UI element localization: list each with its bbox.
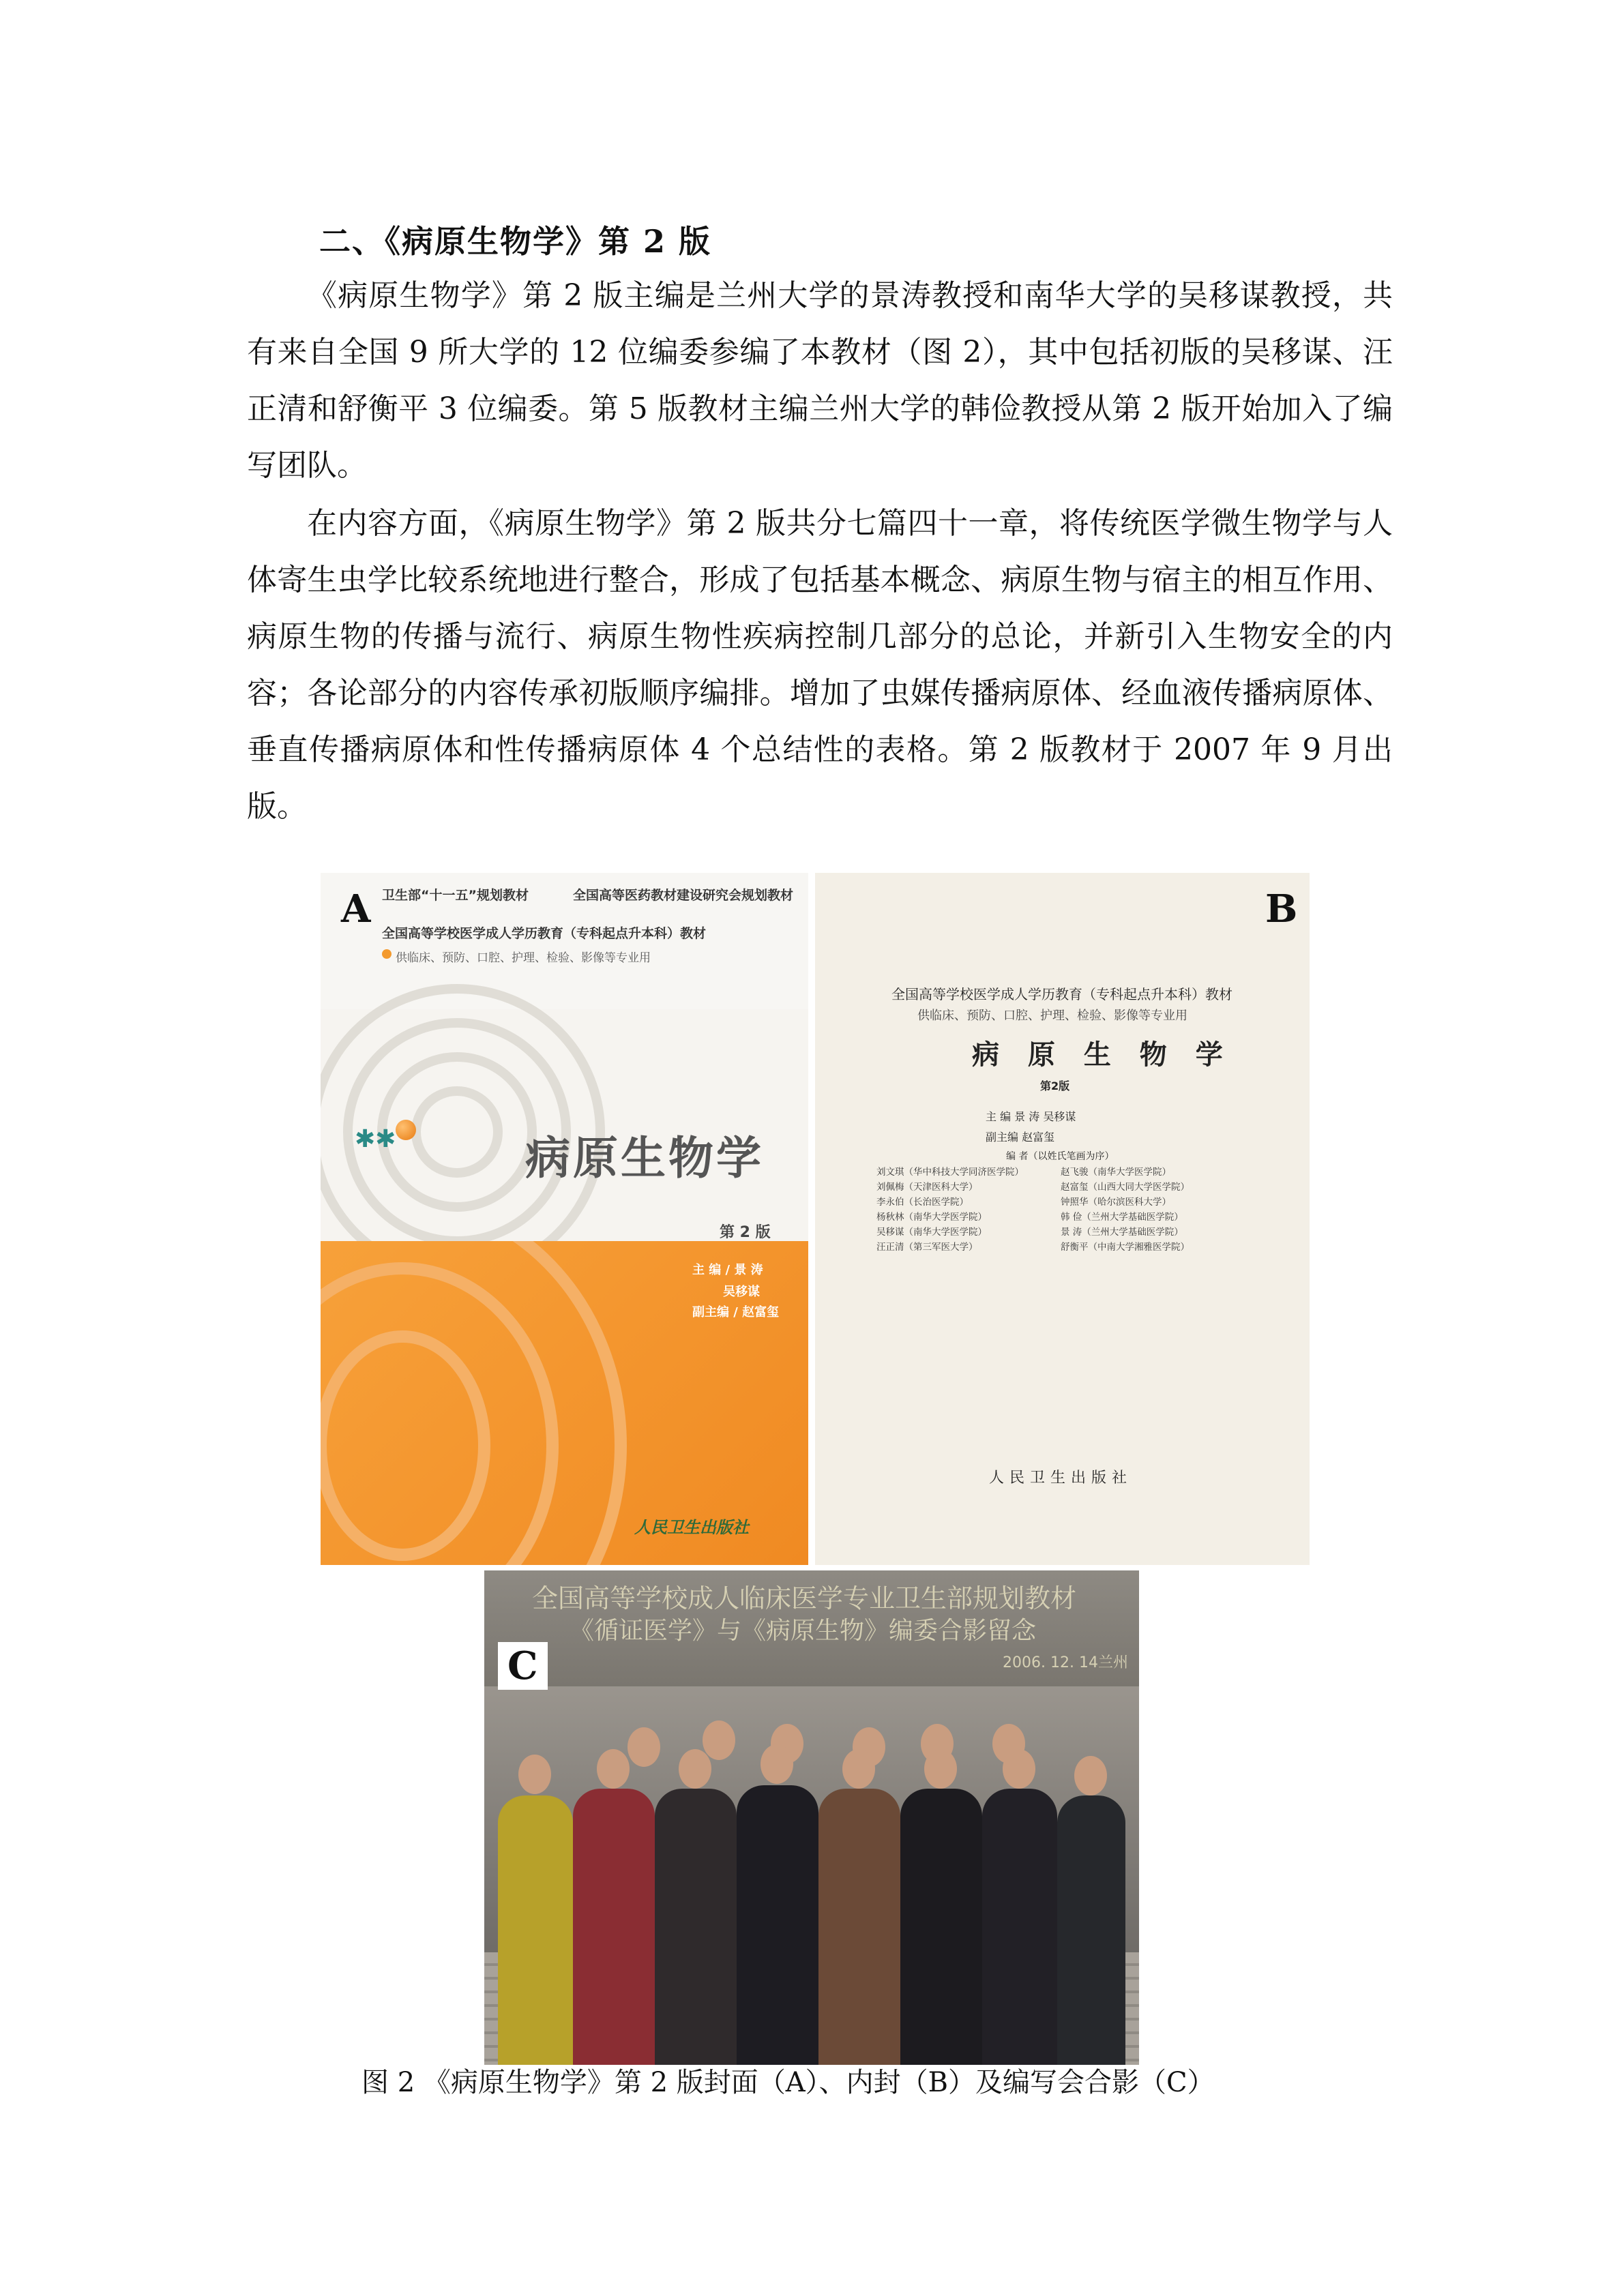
orange-ball-icon	[396, 1120, 416, 1140]
title-page-chief-editors: 主 编 景 涛 吴移谋	[986, 1110, 1076, 1123]
editors-list-left	[876, 1165, 1024, 1255]
banner-line-2: 《循证医学》与《病原生物》编委合影留念	[570, 1617, 1037, 1645]
person-body	[655, 1789, 737, 2065]
list-item: 赵富玺（山西大同大学医学院）	[1061, 1182, 1190, 1193]
person-head	[842, 1749, 875, 1789]
banner-date: 2006. 12. 14兰州	[1003, 1654, 1128, 1671]
title-page-vice-editor: 副主编 赵富玺	[986, 1131, 1055, 1144]
title-page-image	[815, 873, 1310, 1565]
cover-vice-editor: 副主编 / 赵富玺	[692, 1305, 780, 1320]
title-page-editors-label: 编 者（以姓氏笔画为序）	[1006, 1151, 1114, 1162]
book-cover-image	[321, 873, 808, 1565]
title-page-uses: 供临床、预防、口腔、护理、检验、影像等专业用	[917, 1009, 1187, 1023]
section-heading: 二、《病原生物学》第 2 版	[319, 223, 712, 260]
list-item: 舒衡平（中南大学湘雅医学院）	[1061, 1242, 1190, 1253]
person-body	[900, 1789, 982, 2065]
person-head	[518, 1755, 551, 1794]
panel-letter-a: A	[341, 886, 371, 931]
paragraph-editors: 《病原生物学》第 2 版主编是兰州大学的景涛教授和南华大学的吴移谋教授，共有来自全国 9 所大学的 12 位编委参编了本教材（图 2），其中包括初版的吴移谋、汪正清和舒衡平 3 位编委。第 5 版教材主编兰州大学的韩俭教授从第 2 版开始加入了编写团队。	[247, 278, 1393, 483]
cover-publisher-logo: 人民卫生出版社	[634, 1517, 749, 1537]
person-body	[573, 1789, 655, 2065]
banner-line-1: 全国高等学校成人临床医学专业卫生部规划教材	[532, 1583, 1077, 1613]
list-item: 吴移谋（南华大学医学院）	[876, 1227, 987, 1238]
list-item: 李永伯（长治医学院）	[876, 1197, 969, 1208]
person-head	[628, 1727, 660, 1767]
person-head	[761, 1744, 793, 1784]
person-head	[703, 1720, 735, 1760]
title-page-series: 全国高等学校医学成人学历教育（专科起点升本科）教材	[891, 986, 1232, 1002]
person-body	[818, 1789, 900, 2065]
paragraph-content: 在内容方面，《病原生物学》第 2 版共分七篇四十一章，将传统医学微生物学与人体寄生虫学比较系统地进行整合，形成了包括基本概念、病原生物与宿主的相互作用、病原生物的传播与流行、病原生物性疾病控制几部分的总论，并新引入生物安全的内容；各论部分的内容传承初版顺序编排。增加了虫媒传播病原体、经血液传播病原体、垂直传播病原体和性传播病原体 4 个总结性的表格。第 2 版教材于 2007 年 9 月出版。	[247, 506, 1393, 824]
person-head	[1003, 1749, 1035, 1789]
panel-letter-b: B	[1265, 886, 1298, 931]
star-icon: ✱✱	[355, 1125, 396, 1153]
person-head	[924, 1749, 957, 1789]
cover-chief-editor-2: 吴移谋	[723, 1285, 760, 1299]
panel-letter-c: C	[498, 1642, 548, 1690]
person-body	[498, 1795, 573, 2065]
list-item: 杨秋林（南华大学医学院）	[876, 1212, 987, 1223]
cover-title: 病原生物学	[525, 1132, 764, 1184]
cover-series: 全国高等学校医学成人学历教育（专科起点升本科）教材	[382, 926, 707, 941]
list-item: 汪正清（第三军医大学）	[876, 1242, 978, 1253]
group-photo-image	[484, 1570, 1139, 2065]
cover-tag-ministry: 卫生部“十一五”规划教材	[382, 888, 529, 903]
person-head	[597, 1749, 630, 1789]
title-page-edition: 第2版	[1040, 1079, 1070, 1092]
cover-tag-committee: 全国高等医药教材建设研究会规划教材	[573, 888, 794, 903]
list-item: 钟照华（哈尔滨医科大学）	[1061, 1197, 1171, 1208]
person-body	[982, 1789, 1057, 2065]
person-head	[1074, 1756, 1107, 1795]
list-item: 刘佩梅（天津医科大学）	[876, 1182, 978, 1193]
cover-chief-editor-1: 主 编 / 景 涛	[692, 1263, 763, 1277]
list-item: 刘文琪（华中科技大学同济医学院）	[876, 1167, 1024, 1178]
cover-edition: 第 2 版	[720, 1224, 771, 1241]
orange-dot-icon	[382, 949, 392, 959]
list-item: 景 涛（兰州大学基础医学院）	[1061, 1227, 1183, 1238]
figure-caption: 图 2 《病原生物学》第 2 版封面（A）、内封（B）及编写会合影（C）	[361, 2067, 1215, 2098]
cover-uses: 供临床、预防、口腔、护理、检验、影像等专业用	[396, 951, 651, 965]
editors-list-right	[1061, 1165, 1190, 1255]
person-body	[737, 1785, 818, 2065]
list-item: 韩 俭（兰州大学基础医学院）	[1061, 1212, 1183, 1223]
title-page-press: 人民卫生出版社	[989, 1470, 1133, 1487]
person-head	[679, 1749, 711, 1789]
title-page-title: 病 原 生 物 学	[972, 1039, 1232, 1071]
list-item: 赵飞骏（南华大学医学院）	[1061, 1167, 1171, 1178]
person-body	[1057, 1795, 1125, 2065]
